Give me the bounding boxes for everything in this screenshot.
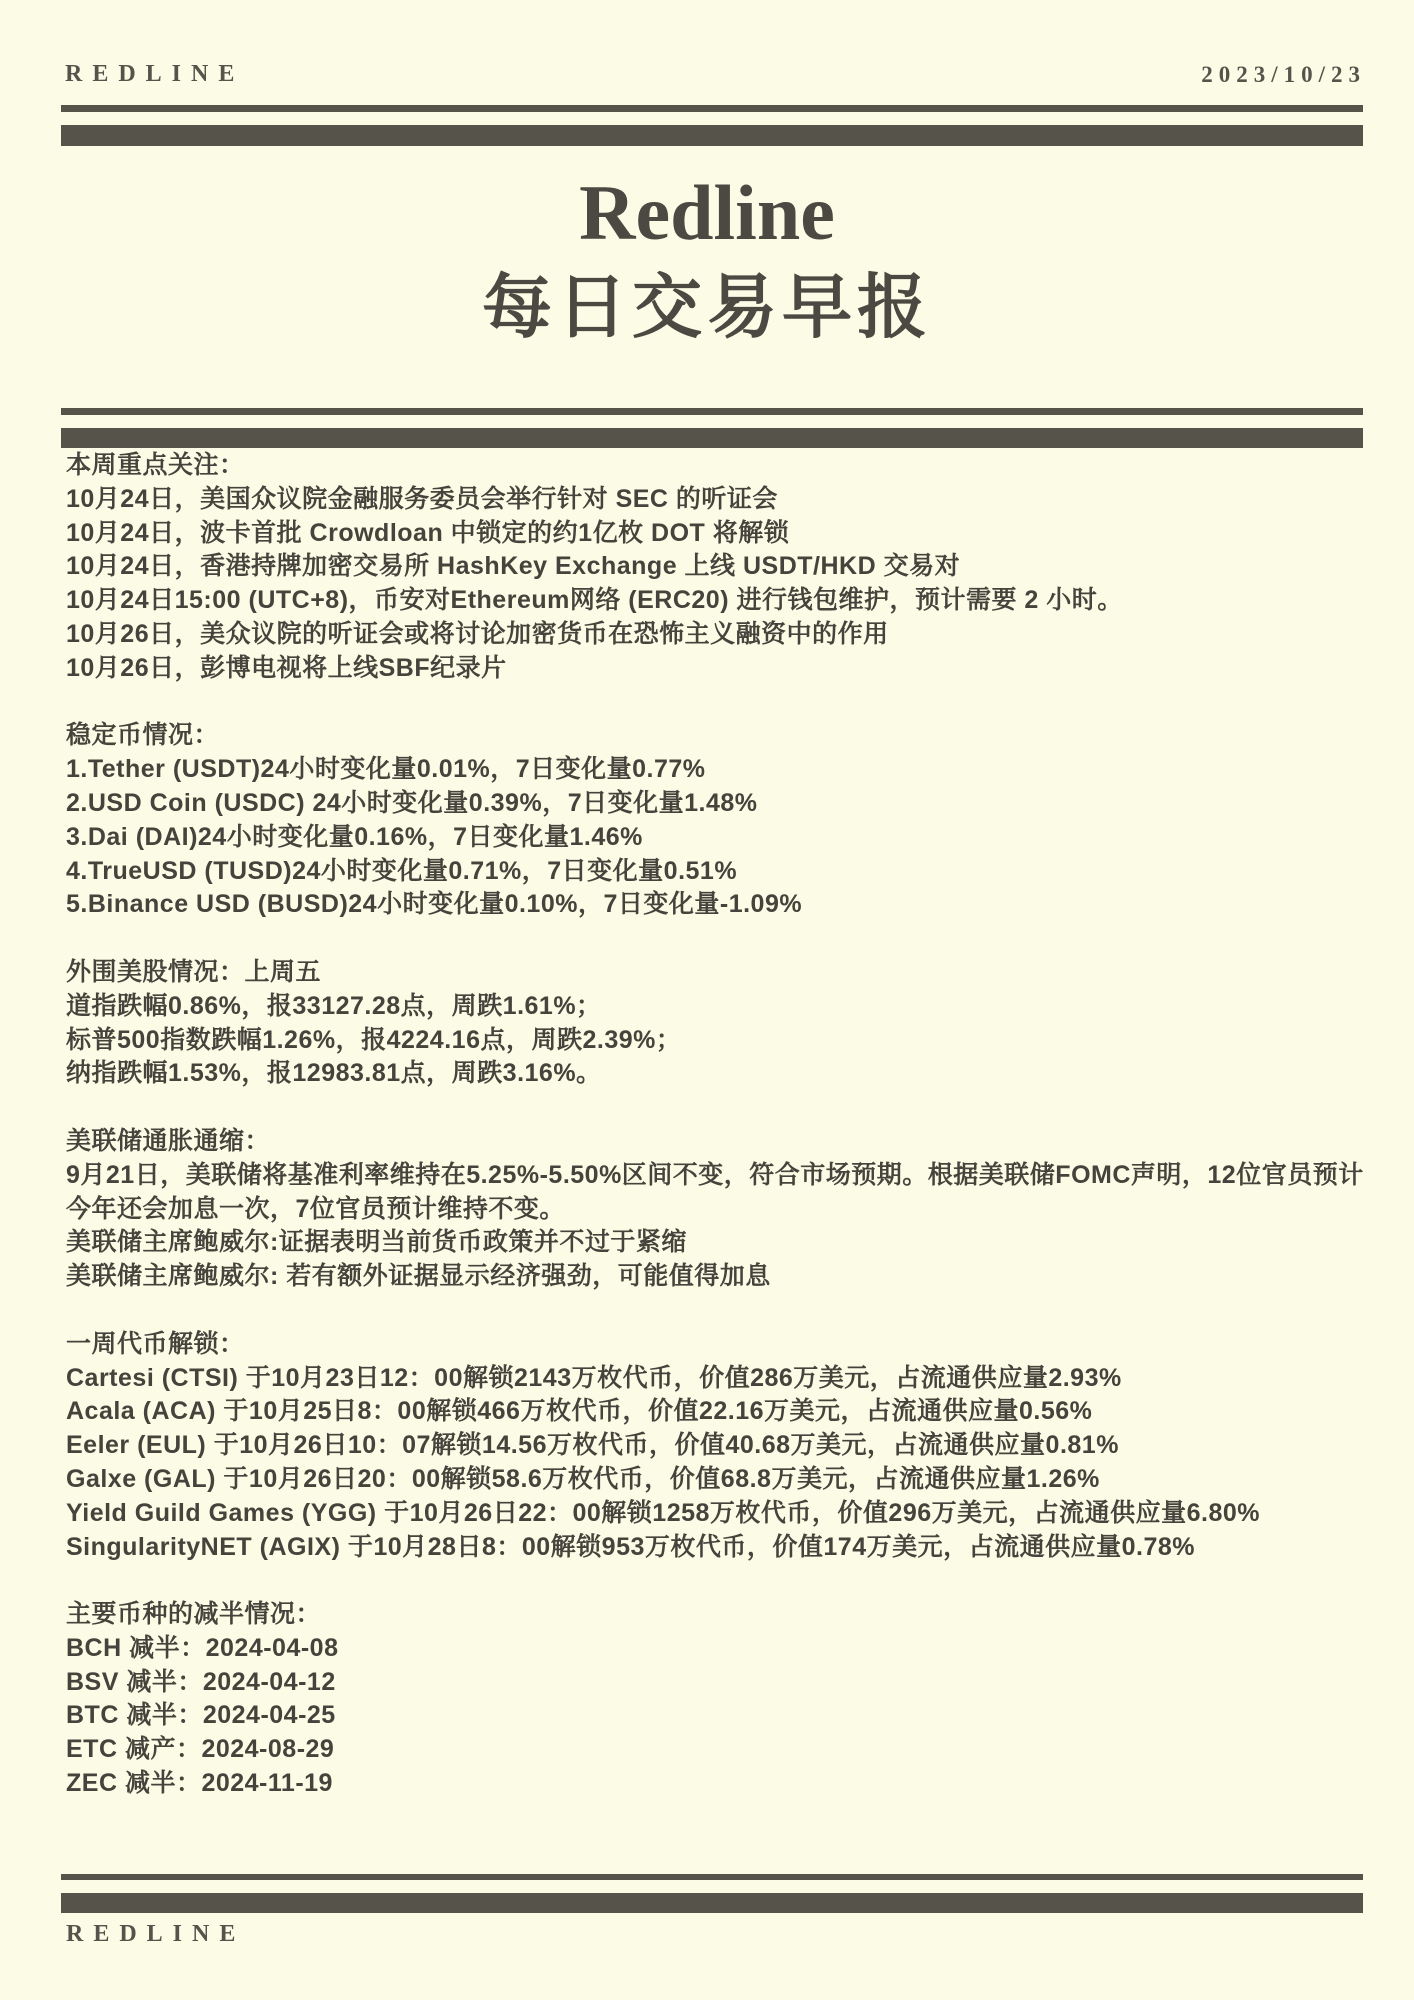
text-line: 美联储主席鲍威尔:证据表明当前货币政策并不过于紧缩	[66, 1228, 687, 1257]
text-line: 3.Dai (DAI)24小时变化量0.16%，7日变化量1.46%	[66, 822, 643, 851]
text-line: ZEC 减半：2024-11-19	[66, 1769, 333, 1798]
text-line: Yield Guild Games (YGG) 于10月26日22：00解锁1258万枚代币，价值296万美元，占流通供应量6.80%	[66, 1498, 1261, 1527]
text-line: Galxe (GAL) 于10月26日20：00解锁58.6万枚代币，价值68.8万美元，占流通供应量1.26%	[66, 1464, 1100, 1493]
section-heading: 本周重点关注：	[66, 451, 245, 479]
header-date: 2023/10/23	[1201, 62, 1366, 87]
section-heading: 外围美股情况：上周五	[66, 957, 322, 986]
text-line: 纳指跌幅1.53%，报12983.81点，周跌3.16%。	[66, 1059, 602, 1088]
report-section	[66, 1328, 1366, 1565]
text-line: ETC 减产：2024-08-29	[66, 1735, 335, 1764]
divider-thick-bottom	[61, 1893, 1363, 1913]
text-line: Acala (ACA) 于10月25日8：00解锁466万枚代币，价值22.16万美元，占流通供应量0.56%	[66, 1397, 1093, 1426]
text-line: 10月24日，美国众议院金融服务委员会举行针对 SEC 的听证会	[66, 484, 778, 513]
text-line: 5.Binance USD (BUSD)24小时变化量0.10%，7日变化量-1.09%	[66, 890, 803, 919]
text-line: 10月24日15:00 (UTC+8)，币安对Ethereum网络 (ERC20) 进行钱包维护，预计需要 2 小时。	[66, 586, 1123, 615]
text-line: 道指跌幅0.86%，报33127.28点，周跌1.61%；	[66, 991, 602, 1020]
divider-thin-middle	[61, 408, 1363, 415]
text-line: 10月24日，香港持牌加密交易所 HashKey Exchange 上线 USDT/HKD 交易对	[66, 552, 961, 581]
divider-thin-bottom	[61, 1874, 1363, 1880]
text-line: SingularityNET (AGIX) 于10月28日8：00解锁953万枚代币，价值174万美元，占流通供应量0.78%	[66, 1532, 1195, 1561]
text-line: Eeler (EUL) 于10月26日10：07解锁14.56万枚代币，价值40.68万美元，占流通供应量0.81%	[66, 1431, 1119, 1460]
section-heading: 美联储通胀通缩：	[66, 1126, 271, 1155]
report-section	[66, 449, 1366, 686]
report-section	[66, 956, 1366, 1091]
text-line: Cartesi (CTSI) 于10月23日12：00解锁2143万枚代币，价值286万美元，占流通供应量2.93%	[66, 1363, 1122, 1392]
text-line: 4.TrueUSD (TUSD)24小时变化量0.71%，7日变化量0.51%	[66, 856, 738, 885]
report-body	[66, 449, 1366, 1801]
section-heading: 一周代币解锁：	[66, 1329, 245, 1358]
report-section	[66, 1125, 1366, 1294]
text-line: 10月26日，彭博电视将上线SBF纪录片	[66, 653, 507, 682]
text-line: 美联储主席鲍威尔: 若有额外证据显示经济强劲，可能值得加息	[66, 1262, 771, 1291]
masthead	[0, 163, 1414, 351]
report-section	[66, 719, 1366, 922]
text-line: 9月21日，美联储将基准利率维持在5.25%-5.50%区间不变，符合市场预期。根据美联储FOMC声明，12位官员预计今年还会加息一次，7位官员预计维持不变。	[66, 1160, 1364, 1223]
divider-thick-top	[61, 125, 1363, 146]
page-title-en: Redline	[579, 169, 835, 256]
divider-thick-middle	[61, 428, 1363, 448]
text-line: 1.Tether (USDT)24小时变化量0.01%，7日变化量0.77%	[66, 755, 706, 784]
text-line: 2.USD Coin (USDC) 24小时变化量0.39%，7日变化量1.48%	[66, 788, 758, 817]
report-section	[66, 1598, 1366, 1801]
text-line: 10月24日，波卡首批 Crowdloan 中锁定的约1亿枚 DOT 将解锁	[66, 518, 790, 547]
text-line: BCH 减半：2024-04-08	[66, 1633, 339, 1662]
text-line: BTC 减半：2024-04-25	[66, 1701, 336, 1730]
section-heading: 主要币种的减半情况：	[66, 1600, 322, 1629]
header-brand: REDLINE	[65, 61, 245, 87]
text-line: 标普500指数跌幅1.26%，报4224.16点，周跌2.39%；	[66, 1025, 682, 1054]
text-line: 10月26日，美众议院的听证会或将讨论加密货币在恐怖主义融资中的作用	[66, 619, 889, 648]
divider-thin-top	[61, 105, 1363, 112]
page-title-zh: 每日交易早报	[482, 268, 932, 346]
footer-brand: REDLINE	[66, 1921, 246, 1947]
section-heading: 稳定币情况：	[66, 721, 220, 750]
text-line: BSV 减半：2024-04-12	[66, 1667, 336, 1696]
